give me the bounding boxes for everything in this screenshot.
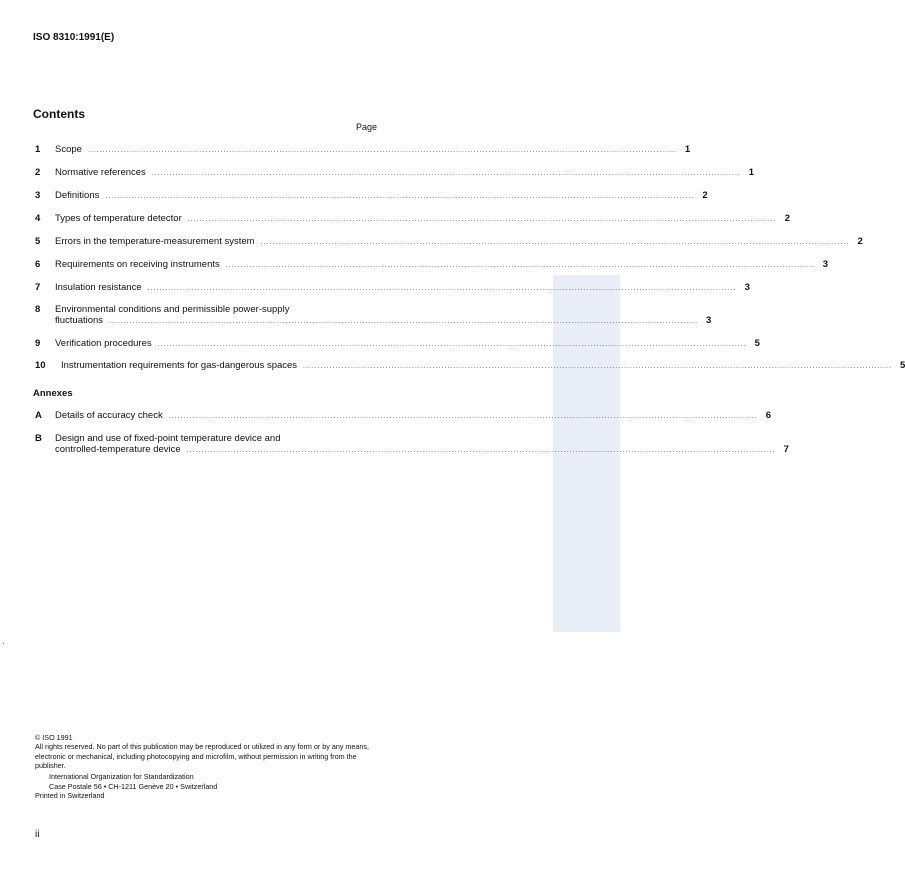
dot-leader: ........................................................................................................................................................................................................ xyxy=(87,147,677,154)
entry-page-number: 2 xyxy=(784,213,790,224)
entry-number: B xyxy=(35,433,42,444)
dot-leader: ........................................................................................................................................................................................................ xyxy=(225,262,815,269)
dot-leader: ........................................................................................................................................................................................................ xyxy=(186,447,776,454)
annexes-heading: Annexes xyxy=(33,388,73,399)
entry-number: 10 xyxy=(35,360,46,371)
entry-page-number: 1 xyxy=(684,144,691,155)
entry-title: Normative references xyxy=(55,167,146,178)
entry-title: Definitions xyxy=(55,190,100,201)
copyright-year: © ISO 1991 xyxy=(35,733,73,742)
entry-page-number: 3 xyxy=(706,315,712,326)
entry-title: Types of temperature detector xyxy=(55,213,182,224)
dot-leader: ........................................................................................................................................................................................................ xyxy=(260,239,850,246)
entry-title: Design and use of fixed-point temperature device and xyxy=(55,433,281,444)
publisher-address: Case Postale 56 • CH-1211 Genève 20 • Switzerland xyxy=(49,782,218,792)
copyright-notice: All rights reserved. No part of this publication may be reproduced or utilized in any form or by any means, electronic or mechanical, including photocopying and microfilm, without permission in writing from the publisher. xyxy=(35,742,369,771)
entry-title: Environmental conditions and permissible power-supply xyxy=(55,304,290,315)
entry-number: 4 xyxy=(35,213,41,224)
dot-leader: ........................................................................................................................................................................................................ xyxy=(151,170,741,177)
entry-page-number: 5 xyxy=(754,338,760,349)
document-id: ISO 8310:1991(E) xyxy=(33,32,115,43)
dot-leader: ........................................................................................................................................................................................................ xyxy=(303,363,893,370)
scan-speck xyxy=(3,643,4,644)
publisher-name: International Organization for Standardization xyxy=(49,771,194,781)
entry-number: 2 xyxy=(35,167,41,178)
entry-title: Verification procedures xyxy=(55,338,152,349)
entry-number: A xyxy=(35,410,42,421)
entry-number: 7 xyxy=(35,282,41,293)
entry-title: Details of accuracy check xyxy=(55,410,163,421)
entry-number: 9 xyxy=(35,338,41,349)
entry-number: 5 xyxy=(35,236,41,247)
contents-title: Contents xyxy=(33,107,85,121)
copyright-block xyxy=(35,733,380,801)
entry-title: Errors in the temperature-measurement system xyxy=(55,236,255,247)
dot-leader: ........................................................................................................................................................................................................ xyxy=(168,413,758,420)
entry-page-number: 6 xyxy=(765,410,771,421)
entry-title: controlled-temperature device xyxy=(55,444,181,455)
entry-page-number: 5 xyxy=(900,360,905,371)
entry-page-number: 2 xyxy=(702,190,708,201)
dot-leader: ........................................................................................................................................................................................................ xyxy=(105,193,695,200)
entry-page-number: 1 xyxy=(748,167,755,178)
entry-page-number: 2 xyxy=(857,236,863,247)
entry-number: 6 xyxy=(35,259,41,270)
entry-title: Insulation resistance xyxy=(55,282,142,293)
entry-page-number: 3 xyxy=(822,259,829,270)
dot-leader: ........................................................................................................................................................................................................ xyxy=(147,285,737,292)
page-column-label: Page xyxy=(356,122,378,132)
entry-title: fluctuations xyxy=(55,315,104,326)
entry-page-number: 7 xyxy=(783,444,789,455)
entry-title: Instrumentation requirements for gas-dangerous spaces xyxy=(61,360,298,371)
dot-leader: ........................................................................................................................................................................................................ xyxy=(157,341,747,348)
dot-leader: ........................................................................................................................................................................................................ xyxy=(109,318,699,325)
entry-number: 1 xyxy=(35,144,41,155)
entry-page-number: 3 xyxy=(744,282,750,293)
entry-number: 3 xyxy=(35,190,41,201)
printed-in: Printed in Switzerland xyxy=(35,791,105,801)
entry-title: Requirements on receiving instruments xyxy=(55,259,220,270)
dot-leader: ........................................................................................................................................................................................................ xyxy=(187,216,777,223)
entry-title: Scope xyxy=(55,144,82,155)
entry-number: 8 xyxy=(35,304,41,315)
page-number: ii xyxy=(35,829,40,840)
